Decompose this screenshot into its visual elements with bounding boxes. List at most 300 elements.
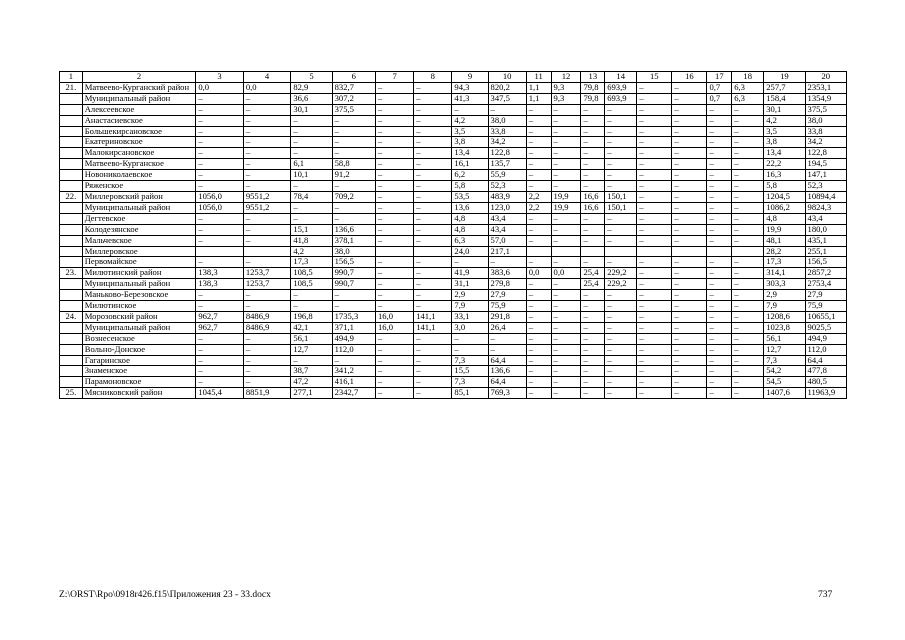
- value-cell: 180,0: [805, 224, 846, 235]
- value-cell: –: [291, 355, 332, 366]
- value-cell: –: [732, 311, 764, 322]
- value-cell: –: [707, 202, 732, 213]
- value-cell: –: [637, 268, 672, 279]
- value-cell: 13,4: [764, 148, 805, 159]
- table-row: [60, 93, 847, 104]
- value-cell: –: [581, 148, 605, 159]
- value-cell: –: [375, 202, 413, 213]
- value-cell: –: [672, 115, 707, 126]
- value-cell: 33,8: [805, 126, 846, 137]
- district-name-cell: Первомайское: [82, 257, 196, 268]
- value-cell: –: [375, 104, 413, 115]
- value-cell: 341,2: [332, 366, 375, 377]
- column-number-cell: 2: [82, 72, 196, 83]
- value-cell: –: [707, 301, 732, 312]
- value-cell: –: [375, 93, 413, 104]
- value-cell: –: [637, 93, 672, 104]
- value-cell: 820,2: [488, 82, 526, 93]
- value-cell: –: [672, 388, 707, 399]
- value-cell: 9824,3: [805, 202, 846, 213]
- value-cell: –: [707, 257, 732, 268]
- table-row: [60, 279, 847, 290]
- value-cell: 43,4: [805, 213, 846, 224]
- value-cell: 30,1: [291, 104, 332, 115]
- value-cell: 962,7: [196, 311, 244, 322]
- district-name-cell: Знаменское: [82, 366, 196, 377]
- value-cell: –: [605, 344, 637, 355]
- value-cell: –: [526, 301, 551, 312]
- value-cell: –: [414, 82, 452, 93]
- table-row: [60, 82, 847, 93]
- value-cell: –: [551, 301, 581, 312]
- value-cell: 43,4: [488, 224, 526, 235]
- value-cell: –: [707, 311, 732, 322]
- value-cell: –: [581, 115, 605, 126]
- value-cell: –: [732, 377, 764, 388]
- value-cell: –: [375, 224, 413, 235]
- row-index-cell: [60, 257, 83, 268]
- value-cell: 16,1: [452, 159, 488, 170]
- column-number-cell: 11: [526, 72, 551, 83]
- value-cell: [414, 246, 452, 257]
- value-cell: –: [243, 104, 291, 115]
- value-cell: –: [581, 333, 605, 344]
- value-cell: 435,1: [805, 235, 846, 246]
- value-cell: –: [414, 170, 452, 181]
- row-index-cell: [60, 104, 83, 115]
- value-cell: 38,0: [488, 115, 526, 126]
- value-cell: 1208,6: [764, 311, 805, 322]
- value-cell: –: [375, 191, 413, 202]
- table-row: [60, 355, 847, 366]
- value-cell: –: [672, 301, 707, 312]
- value-cell: 483,9: [488, 191, 526, 202]
- value-cell: 7,9: [764, 301, 805, 312]
- value-cell: –: [526, 148, 551, 159]
- value-cell: –: [605, 355, 637, 366]
- value-cell: –: [605, 290, 637, 301]
- value-cell: –: [605, 137, 637, 148]
- value-cell: 383,6: [488, 268, 526, 279]
- value-cell: –: [637, 170, 672, 181]
- value-cell: –: [243, 333, 291, 344]
- value-cell: 17,3: [764, 257, 805, 268]
- value-cell: 138,3: [196, 279, 244, 290]
- value-cell: 194,5: [805, 159, 846, 170]
- value-cell: –: [526, 377, 551, 388]
- value-cell: –: [196, 104, 244, 115]
- value-cell: –: [707, 355, 732, 366]
- value-cell: –: [637, 290, 672, 301]
- value-cell: 52,3: [488, 181, 526, 192]
- table-row: [60, 159, 847, 170]
- value-cell: –: [196, 235, 244, 246]
- value-cell: 16,3: [764, 170, 805, 181]
- value-cell: –: [291, 202, 332, 213]
- value-cell: –: [732, 279, 764, 290]
- value-cell: –: [637, 137, 672, 148]
- row-index-cell: [60, 213, 83, 224]
- district-name-cell: Гагаринское: [82, 355, 196, 366]
- value-cell: –: [551, 148, 581, 159]
- column-number-cell: 6: [332, 72, 375, 83]
- value-cell: –: [605, 377, 637, 388]
- value-cell: –: [196, 213, 244, 224]
- value-cell: 135,7: [488, 159, 526, 170]
- value-cell: –: [707, 279, 732, 290]
- value-cell: –: [672, 170, 707, 181]
- value-cell: 9,3: [551, 93, 581, 104]
- value-cell: –: [414, 377, 452, 388]
- table-row: [60, 377, 847, 388]
- table-row: [60, 257, 847, 268]
- value-cell: –: [637, 202, 672, 213]
- value-cell: 4,2: [764, 115, 805, 126]
- row-index-cell: 24.: [60, 311, 83, 322]
- table-row: [60, 290, 847, 301]
- value-cell: –: [488, 344, 526, 355]
- value-cell: 16,6: [581, 191, 605, 202]
- value-cell: [196, 246, 244, 257]
- value-cell: –: [732, 268, 764, 279]
- value-cell: –: [707, 159, 732, 170]
- value-cell: –: [551, 377, 581, 388]
- value-cell: –: [732, 159, 764, 170]
- value-cell: –: [526, 279, 551, 290]
- value-cell: –: [637, 159, 672, 170]
- table-row: [60, 213, 847, 224]
- value-cell: –: [551, 235, 581, 246]
- value-cell: –: [291, 290, 332, 301]
- value-cell: 990,7: [332, 279, 375, 290]
- value-cell: –: [551, 355, 581, 366]
- value-cell: 156,5: [332, 257, 375, 268]
- value-cell: –: [196, 148, 244, 159]
- value-cell: –: [526, 355, 551, 366]
- value-cell: 1204,5: [764, 191, 805, 202]
- row-index-cell: [60, 93, 83, 104]
- value-cell: –: [732, 137, 764, 148]
- value-cell: –: [243, 93, 291, 104]
- value-cell: –: [243, 115, 291, 126]
- value-cell: 8486,9: [243, 322, 291, 333]
- value-cell: –: [243, 126, 291, 137]
- value-cell: –: [637, 126, 672, 137]
- value-cell: 196,8: [291, 311, 332, 322]
- value-cell: –: [707, 344, 732, 355]
- district-name-cell: Муниципальный район: [82, 279, 196, 290]
- value-cell: 7,3: [764, 355, 805, 366]
- value-cell: 27,9: [805, 290, 846, 301]
- value-cell: –: [332, 202, 375, 213]
- value-cell: 19,9: [764, 224, 805, 235]
- value-cell: 9551,2: [243, 191, 291, 202]
- value-cell: 709,2: [332, 191, 375, 202]
- value-cell: 82,9: [291, 82, 332, 93]
- value-cell: 22,2: [764, 159, 805, 170]
- value-cell: 314,1: [764, 268, 805, 279]
- value-cell: –: [526, 344, 551, 355]
- value-cell: 8851,9: [243, 388, 291, 399]
- value-cell: –: [672, 224, 707, 235]
- value-cell: 141,1: [414, 322, 452, 333]
- value-cell: –: [637, 377, 672, 388]
- value-cell: –: [581, 159, 605, 170]
- table-row: [60, 388, 847, 399]
- value-cell: 15,5: [452, 366, 488, 377]
- value-cell: –: [414, 159, 452, 170]
- value-cell: –: [672, 159, 707, 170]
- value-cell: –: [581, 137, 605, 148]
- column-number-cell: 16: [672, 72, 707, 83]
- value-cell: –: [605, 170, 637, 181]
- row-index-cell: [60, 366, 83, 377]
- value-cell: –: [672, 344, 707, 355]
- value-cell: –: [732, 322, 764, 333]
- value-cell: 12,7: [291, 344, 332, 355]
- value-cell: –: [732, 181, 764, 192]
- value-cell: –: [672, 257, 707, 268]
- value-cell: –: [488, 104, 526, 115]
- value-cell: –: [672, 191, 707, 202]
- value-cell: –: [375, 115, 413, 126]
- value-cell: 156,5: [805, 257, 846, 268]
- value-cell: 64,4: [488, 377, 526, 388]
- value-cell: –: [672, 290, 707, 301]
- table-row: [60, 181, 847, 192]
- value-cell: –: [414, 355, 452, 366]
- value-cell: –: [526, 333, 551, 344]
- value-cell: –: [332, 301, 375, 312]
- column-number-cell: 18: [732, 72, 764, 83]
- table-row: [60, 311, 847, 322]
- value-cell: 94,3: [452, 82, 488, 93]
- value-cell: –: [488, 257, 526, 268]
- value-cell: –: [551, 311, 581, 322]
- value-cell: –: [707, 115, 732, 126]
- district-name-cell: Матвеево-Курганский район: [82, 82, 196, 93]
- value-cell: –: [414, 181, 452, 192]
- value-cell: 378,1: [332, 235, 375, 246]
- value-cell: –: [414, 224, 452, 235]
- value-cell: –: [526, 235, 551, 246]
- value-cell: 25,4: [581, 268, 605, 279]
- value-cell: –: [732, 257, 764, 268]
- value-cell: 1056,0: [196, 191, 244, 202]
- row-index-cell: [60, 202, 83, 213]
- value-cell: –: [707, 388, 732, 399]
- district-name-cell: Малокирсановское: [82, 148, 196, 159]
- value-cell: 371,1: [332, 322, 375, 333]
- value-cell: –: [375, 137, 413, 148]
- value-cell: –: [672, 137, 707, 148]
- value-cell: –: [605, 257, 637, 268]
- value-cell: –: [672, 235, 707, 246]
- value-cell: 6,3: [732, 82, 764, 93]
- value-cell: –: [332, 213, 375, 224]
- value-cell: –: [375, 290, 413, 301]
- district-name-cell: Матвеево-Курганское: [82, 159, 196, 170]
- row-index-cell: [60, 279, 83, 290]
- value-cell: –: [243, 137, 291, 148]
- value-cell: –: [375, 388, 413, 399]
- value-cell: [672, 246, 707, 257]
- value-cell: –: [605, 159, 637, 170]
- column-number-cell: 7: [375, 72, 413, 83]
- value-cell: –: [196, 344, 244, 355]
- value-cell: –: [375, 366, 413, 377]
- district-name-cell: Мясниковский район: [82, 388, 196, 399]
- value-cell: –: [291, 126, 332, 137]
- district-name-cell: Милютинский район: [82, 268, 196, 279]
- value-cell: 257,7: [764, 82, 805, 93]
- value-cell: –: [581, 235, 605, 246]
- value-cell: –: [243, 159, 291, 170]
- value-cell: 123,0: [488, 202, 526, 213]
- value-cell: [526, 246, 551, 257]
- value-cell: –: [672, 82, 707, 93]
- value-cell: 10655,1: [805, 311, 846, 322]
- value-cell: 4,2: [291, 246, 332, 257]
- value-cell: –: [605, 104, 637, 115]
- value-cell: 6,1: [291, 159, 332, 170]
- value-cell: –: [637, 279, 672, 290]
- value-cell: –: [332, 290, 375, 301]
- value-cell: 0,0: [243, 82, 291, 93]
- district-name-cell: Миллеровский район: [82, 191, 196, 202]
- value-cell: –: [707, 224, 732, 235]
- value-cell: –: [551, 333, 581, 344]
- value-cell: 229,2: [605, 279, 637, 290]
- value-cell: 85,1: [452, 388, 488, 399]
- value-cell: –: [672, 333, 707, 344]
- value-cell: 150,1: [605, 202, 637, 213]
- district-name-cell: Колодезянское: [82, 224, 196, 235]
- value-cell: –: [452, 344, 488, 355]
- value-cell: 41,9: [452, 268, 488, 279]
- value-cell: –: [732, 170, 764, 181]
- value-cell: 416,1: [332, 377, 375, 388]
- value-cell: –: [605, 126, 637, 137]
- page-number: 737: [818, 590, 833, 600]
- value-cell: 1056,0: [196, 202, 244, 213]
- value-cell: –: [243, 301, 291, 312]
- value-cell: –: [551, 279, 581, 290]
- value-cell: 0,0: [551, 268, 581, 279]
- value-cell: 1023,8: [764, 322, 805, 333]
- value-cell: 42,1: [291, 322, 332, 333]
- value-cell: –: [196, 170, 244, 181]
- value-cell: 112,0: [332, 344, 375, 355]
- district-name-cell: Муниципальный район: [82, 202, 196, 213]
- value-cell: –: [526, 159, 551, 170]
- value-cell: 54,2: [764, 366, 805, 377]
- value-cell: –: [672, 268, 707, 279]
- value-cell: 693,9: [605, 82, 637, 93]
- column-number-cell: 17: [707, 72, 732, 83]
- value-cell: –: [707, 213, 732, 224]
- value-cell: 4,8: [452, 213, 488, 224]
- value-cell: –: [196, 126, 244, 137]
- district-name-cell: Муниципальный район: [82, 322, 196, 333]
- value-cell: 57,0: [488, 235, 526, 246]
- value-cell: 112,0: [805, 344, 846, 355]
- value-cell: –: [196, 333, 244, 344]
- value-cell: –: [375, 268, 413, 279]
- table-row: [60, 170, 847, 181]
- value-cell: –: [637, 115, 672, 126]
- value-cell: –: [243, 235, 291, 246]
- value-cell: –: [375, 148, 413, 159]
- value-cell: [637, 246, 672, 257]
- value-cell: 9551,2: [243, 202, 291, 213]
- row-index-cell: 23.: [60, 268, 83, 279]
- district-name-cell: Вольно-Донское: [82, 344, 196, 355]
- value-cell: –: [243, 355, 291, 366]
- district-name-cell: Милютинское: [82, 301, 196, 312]
- district-name-cell: Дегтевское: [82, 213, 196, 224]
- value-cell: 2,2: [526, 191, 551, 202]
- value-cell: 56,1: [291, 333, 332, 344]
- value-cell: –: [526, 137, 551, 148]
- value-cell: –: [332, 126, 375, 137]
- value-cell: –: [414, 202, 452, 213]
- value-cell: –: [414, 126, 452, 137]
- value-cell: –: [732, 344, 764, 355]
- value-cell: –: [414, 137, 452, 148]
- value-cell: 2342,7: [332, 388, 375, 399]
- value-cell: –: [526, 115, 551, 126]
- district-name-cell: Анастасиевское: [82, 115, 196, 126]
- value-cell: –: [414, 333, 452, 344]
- value-cell: –: [414, 93, 452, 104]
- value-cell: –: [414, 279, 452, 290]
- footer-file-path: Z:\ORST\Rpo\0918r426.f15\Приложения 23 - 33.docx: [59, 590, 271, 600]
- value-cell: –: [637, 333, 672, 344]
- value-cell: –: [551, 290, 581, 301]
- value-cell: –: [196, 257, 244, 268]
- column-number-cell: 10: [488, 72, 526, 83]
- district-name-cell: Парамоновское: [82, 377, 196, 388]
- value-cell: –: [637, 148, 672, 159]
- value-cell: 38,0: [805, 115, 846, 126]
- value-cell: 47,2: [291, 377, 332, 388]
- value-cell: –: [605, 333, 637, 344]
- value-cell: –: [375, 279, 413, 290]
- value-cell: 138,3: [196, 268, 244, 279]
- value-cell: –: [291, 181, 332, 192]
- value-cell: 64,4: [805, 355, 846, 366]
- value-cell: 3,5: [452, 126, 488, 137]
- value-cell: –: [672, 104, 707, 115]
- value-cell: –: [732, 355, 764, 366]
- value-cell: 3,8: [764, 137, 805, 148]
- column-number-cell: 14: [605, 72, 637, 83]
- value-cell: –: [732, 148, 764, 159]
- table-row: [60, 224, 847, 235]
- value-cell: [375, 246, 413, 257]
- value-cell: –: [581, 290, 605, 301]
- column-number-cell: 8: [414, 72, 452, 83]
- value-cell: 279,8: [488, 279, 526, 290]
- value-cell: 229,2: [605, 268, 637, 279]
- value-cell: 150,1: [605, 191, 637, 202]
- value-cell: 2,9: [452, 290, 488, 301]
- value-cell: –: [414, 366, 452, 377]
- value-cell: –: [637, 311, 672, 322]
- value-cell: –: [375, 257, 413, 268]
- value-cell: –: [707, 148, 732, 159]
